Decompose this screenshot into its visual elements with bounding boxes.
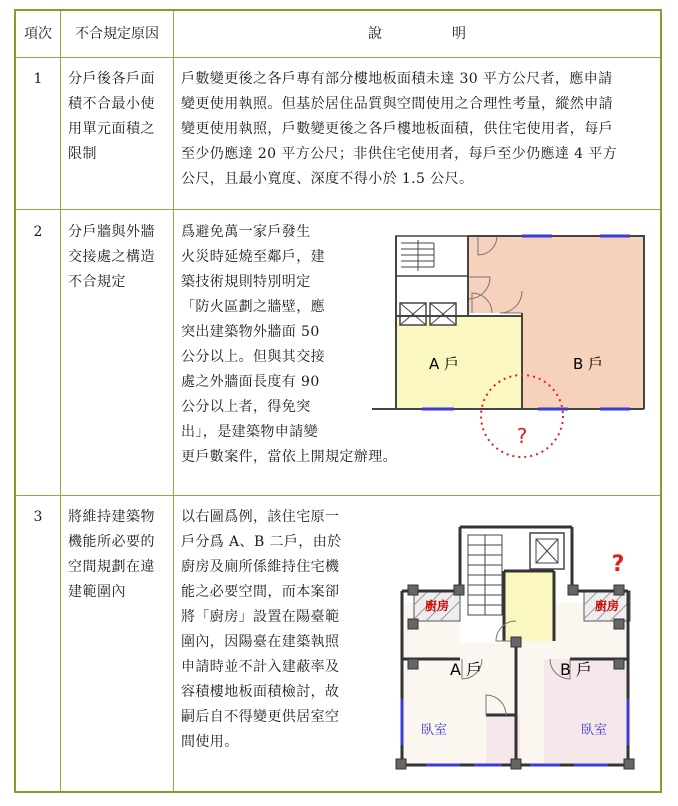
row-3-explanation: 以右圖爲例，該住宅原一 戶分爲 A、B 二戶，由於 廚房及廁所係維持住宅機 能之必要空間，而本案卻 將「廚房」設置在陽臺範 圍內，因陽臺在建築執照 申請時並不計入建蔽率及 容積樓地板面積檢討，故 嗣后自不得變更供居室空 間使用。 bbox=[181, 509, 342, 750]
question-mark: ? bbox=[516, 424, 528, 448]
kitchen-label-right: 廚房 bbox=[594, 599, 620, 613]
unit-a-label: A 戶 bbox=[449, 660, 483, 679]
row-2-reason: 分戶牆與外牆 交接處之構造 不合規定 bbox=[68, 224, 155, 290]
row-3-number: 3 bbox=[33, 509, 43, 525]
column-divider bbox=[60, 11, 61, 791]
unit-b-label: B 戶 bbox=[559, 660, 593, 679]
kitchen-label-left: 廚房 bbox=[424, 599, 450, 613]
row-1-reason: 分戶後各戶面 積不合最小使 用單元面積之 限制 bbox=[68, 71, 155, 162]
header-item: 項次 bbox=[24, 26, 52, 42]
bedroom-label-left: 臥室 bbox=[420, 723, 448, 738]
bedroom-label-right: 臥室 bbox=[580, 723, 608, 738]
row-1-explanation: 戶數變更後之各戶專有部分樓地板面積未達 30 平方公尺者，應申請 變更使用執照。但基於居住品質與空間使用之合理性考量，縱然申請 變更使用執照，戶數變更後之各戶樓地板面積，供住宅使用者，每戶 至少仍應達 20 平方公尺；非供住宅使用者，每戶至少仍應達 4 平方 公尺，且最小寬度、深度不得小於 1.5 公尺。 bbox=[181, 71, 618, 187]
unit-b-label: B 戶 bbox=[572, 355, 604, 373]
row-divider bbox=[16, 209, 660, 210]
header-explanation: 說 明 bbox=[368, 26, 466, 42]
core-area bbox=[504, 571, 554, 641]
regulation-table bbox=[14, 9, 662, 793]
stair-icon bbox=[396, 236, 468, 276]
floor-plan-figure-3 bbox=[390, 519, 642, 779]
row-2-explanation: 爲避免萬一家戶發生 火災時延燒至鄰戶，建 築技術規則特別明定 「防火區劃之牆壁，應 突出建築物外牆面 50 公分以上。但與其交接 處之外牆面長度有 90 公分以上者，得免突 出」，是建築物申請變 更戶數案件，當依上開規定辦理。 bbox=[181, 224, 397, 465]
floor-plan-figure-2 bbox=[372, 233, 662, 473]
question-mark: ? bbox=[611, 552, 625, 577]
unit-a-label: A 戶 bbox=[428, 355, 460, 373]
stair-icon bbox=[468, 535, 502, 615]
row-1-number: 1 bbox=[33, 71, 43, 87]
row-2-number: 2 bbox=[33, 224, 43, 240]
header-reason: 不合規定原因 bbox=[75, 26, 159, 42]
row-divider bbox=[16, 57, 660, 58]
row-divider bbox=[16, 495, 660, 496]
row-3-reason: 將維持建築物 機能所必要的 空間規劃在違 建範圍內 bbox=[68, 509, 155, 600]
elevator-icon bbox=[530, 533, 564, 569]
column-divider bbox=[173, 11, 174, 791]
